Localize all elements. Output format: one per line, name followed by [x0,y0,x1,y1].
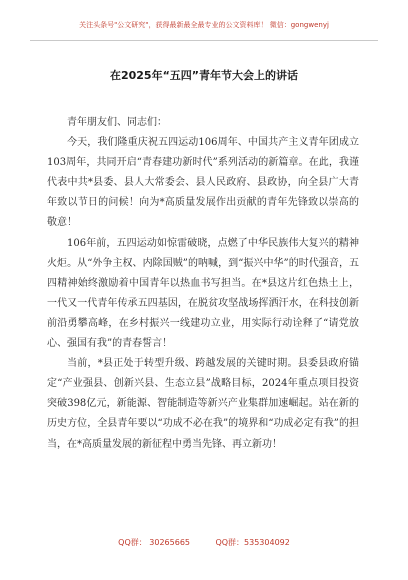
document-title: 在2025年“五四”青年节大会上的讲话 [109,69,299,82]
qq-group-1: QQ群： 30265665 [118,538,190,547]
qq-group-2: QQ群：535304092 [215,538,290,547]
paragraph: 今天，我们隆重庆祝五四运动106周年、中国共产主义青年团成立103周年，共同开启“青春建功新时代”系列活动的新篇章。在此，我谨代表中共*县委、县人大常委会、县人民政府、县政协，向全县广大青年致以节日的问候！向为*高质量发展作出贡献的青年先锋致以崇高的敬意！ [47,137,359,229]
paragraph: 106年前，五四运动如惊雷破晓，点燃了中华民族伟大复兴的精神火炬。从“外争主权、内除国贼”的呐喊，到“振兴中华”的时代强音，五四精神始终激励着中国青年以热血书写担当。在*县这片红色热土上，一代又一代青年传承五四基因，在脱贫攻坚战场挥洒汗水，在科技创新前沿勇攀高峰，在乡村振兴一线建功立业，用实际行动诠释了“请党放心、强国有我”的青春誓言！ [47,237,359,350]
qq-group-footer [0,537,408,548]
paragraph: 当前，*县正处于转型升级、跨越发展的关键时期。县委县政府锚定“产业强县、创新兴县、生态立县”战略目标，2024年重点项目投资突破398亿元，新能源、智能制造等新兴产业集群加速崛起。站在新的历史方位，全县青年要以“功成不必在我”的境界和“功成必定有我”的担当，在*高质量发展的新征程中勇当先锋、再立新功！ [47,358,359,450]
header-divider [30,40,378,41]
promo-header: 关注头条号"公文研究"，获得最新最全最专业的公文资料库！ 微信：gongwenyj [79,21,329,29]
greeting: 青年朋友们、同志们： [67,117,167,128]
document-body [47,113,359,455]
